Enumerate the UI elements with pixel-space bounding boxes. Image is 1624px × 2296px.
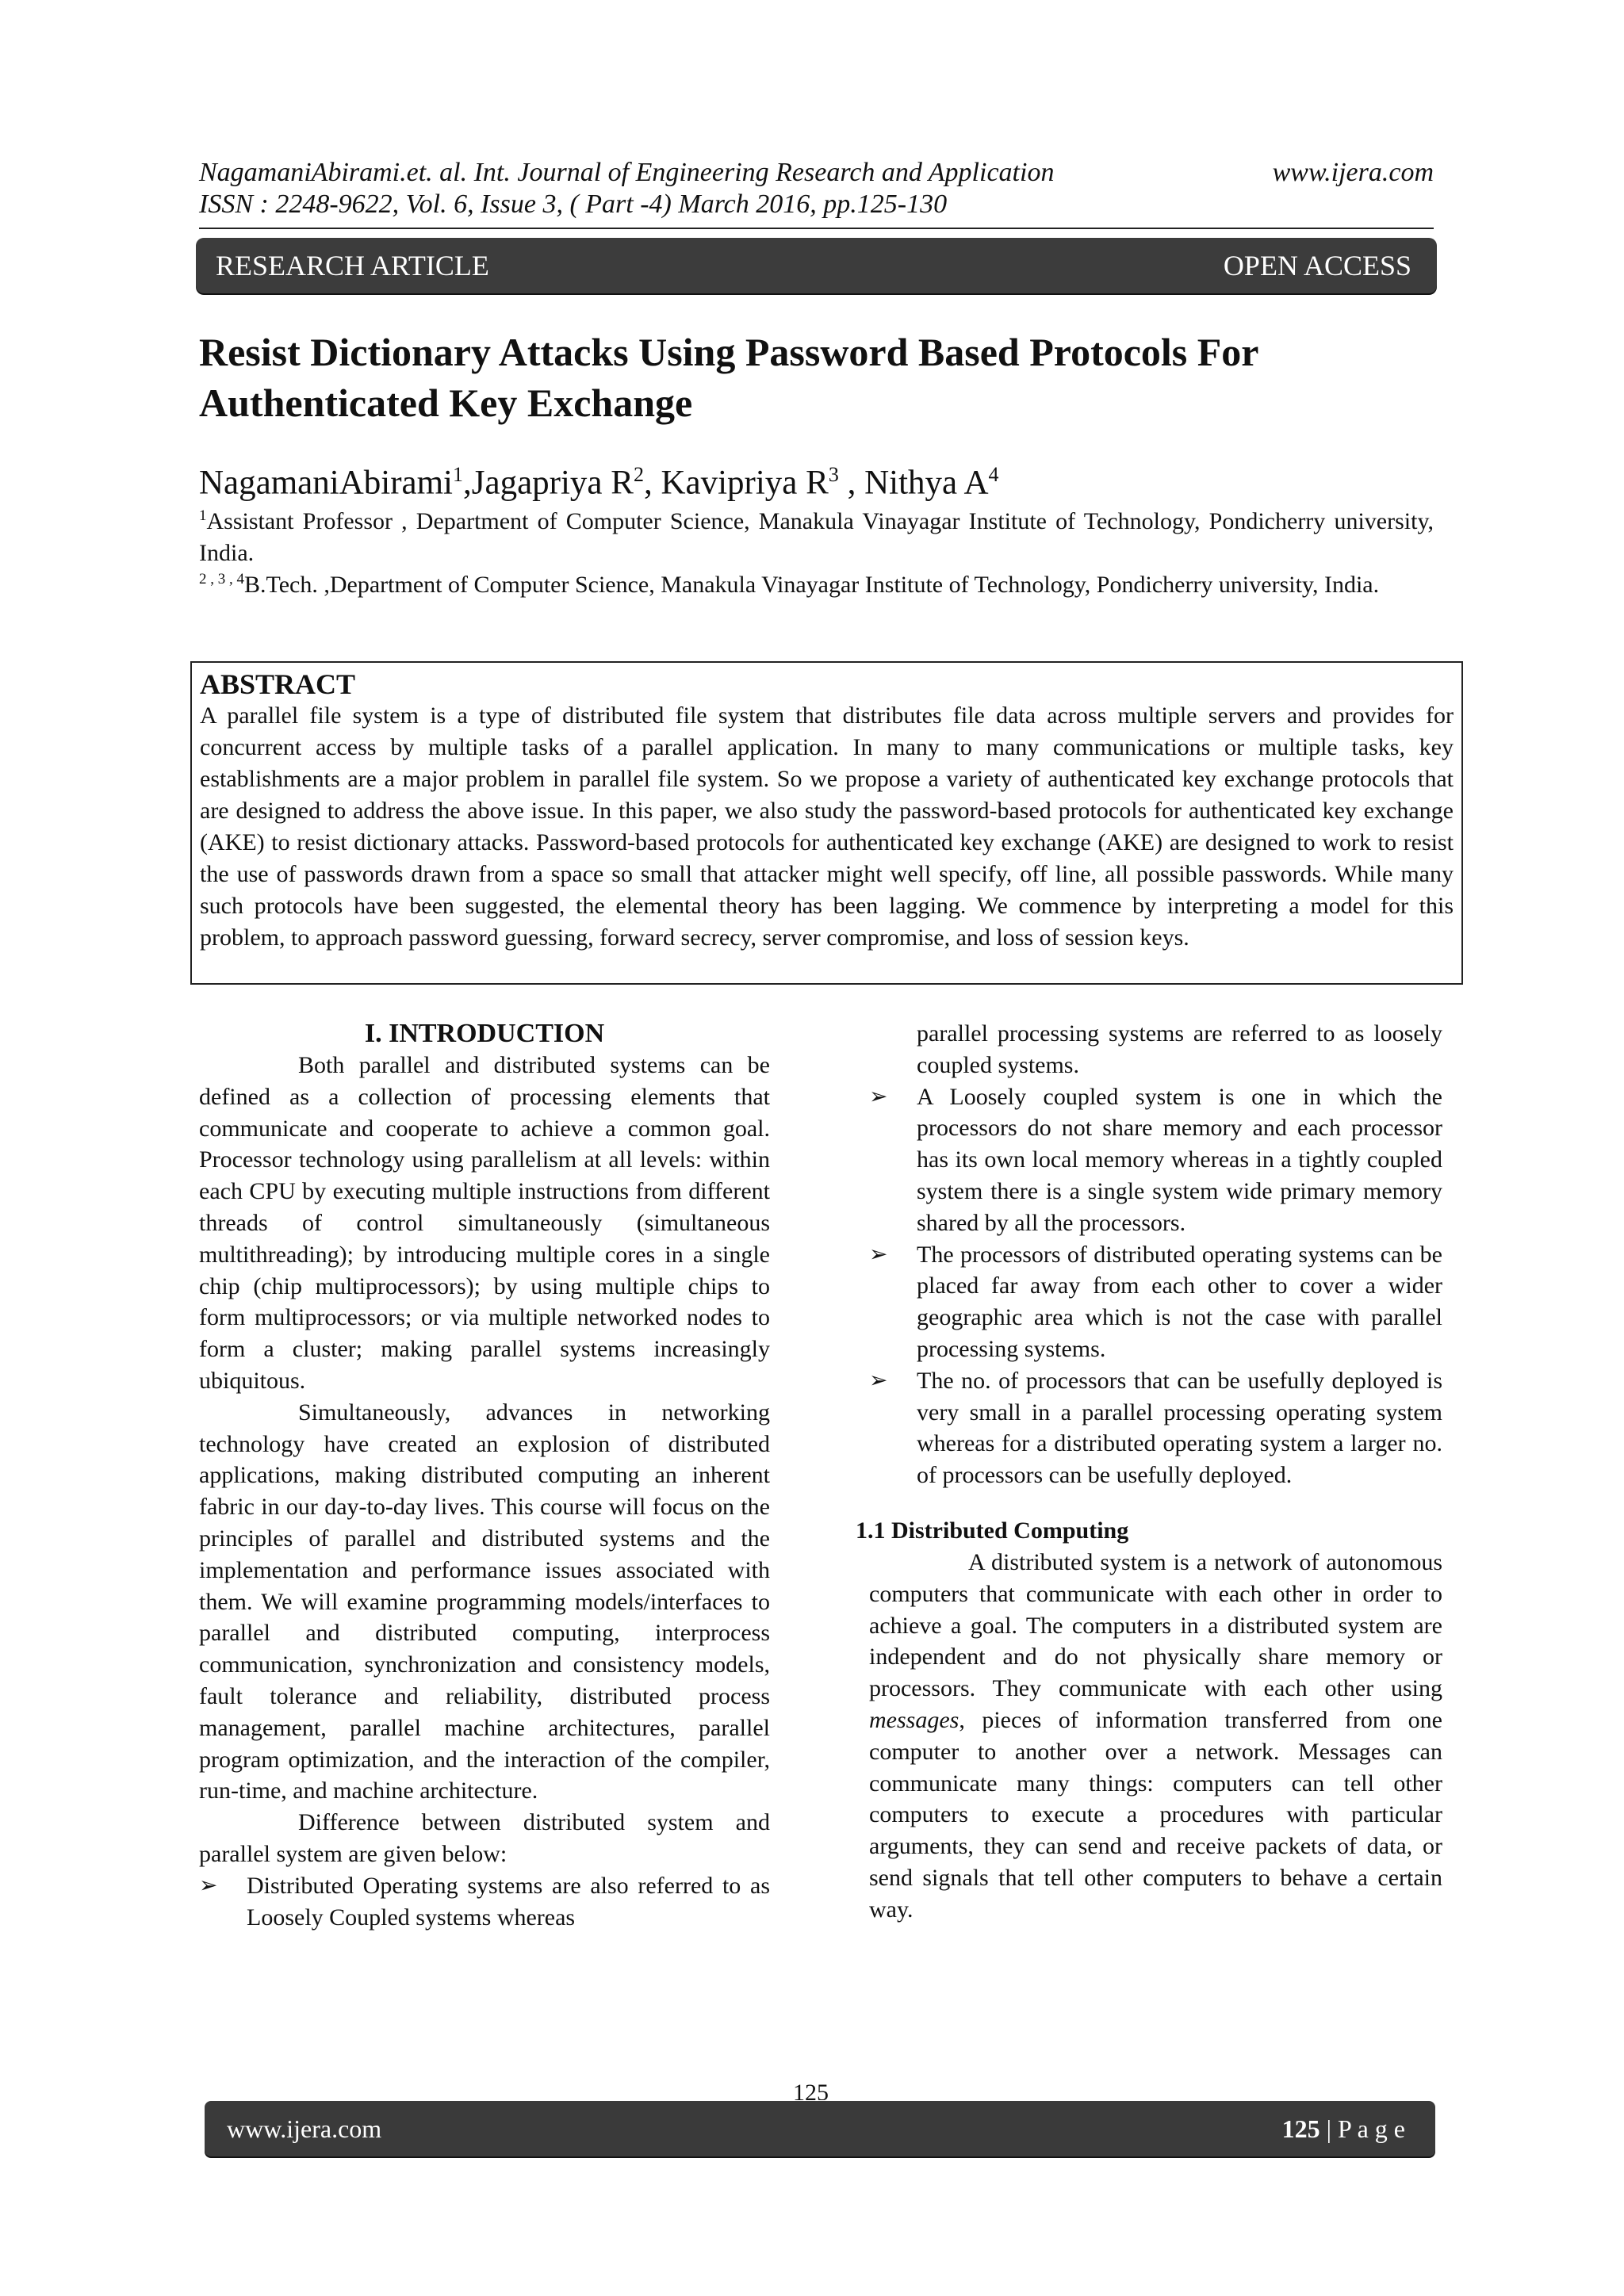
author-name: ,Jagapriya R bbox=[463, 464, 634, 502]
difference-list bbox=[199, 1870, 770, 1934]
intro-paragraph-2: Simultaneously, advances in networking technology have created an explosion of distributed applications, making distributed computing an inherent fabric in our day-to-day lives. This course will focus on the principles of parallel and distributed systems and the implementation and performance issues associated with them. We will examine programming models/interfaces to parallel and distributed computing, interprocess communication, synchronization and consistency models, fault tolerance and reliability, distributed process management, parallel machine architectures, parallel program optimization, and the interaction of the compiler, run-time, and machine architecture. bbox=[199, 1399, 770, 1804]
affiliation-text: Assistant Professor , Department of Computer Science, Manakula Vinayagar Institute of Technology, Pondicherry university, India. bbox=[199, 508, 1434, 566]
author-name: , Nithya A bbox=[838, 464, 989, 502]
dc-text-before: A distributed system is a network of autonomous computers that communicate with each other in order to achieve a goal. The computers in a distributed system are independent and do not physically share memory or processors. They communicate with each other using bbox=[869, 1548, 1442, 1702]
research-article-label: RESEARCH ARTICLE bbox=[216, 250, 489, 281]
open-access-label: OPEN ACCESS bbox=[1223, 250, 1411, 281]
abstract-box bbox=[190, 661, 1463, 985]
bullet-text: The processors of distributed operating systems can be placed far away from each other to cover a wider geographic area which is not the case with parallel processing systems. bbox=[917, 1241, 1442, 1362]
author-sup: 1 bbox=[453, 463, 464, 486]
article-type-banner bbox=[196, 238, 1437, 293]
intro-paragraph-3: Difference between distributed system and parallel system are given below: bbox=[199, 1809, 770, 1867]
list-item bbox=[869, 1239, 1442, 1365]
author-list bbox=[199, 454, 999, 503]
left-column bbox=[199, 1018, 770, 1933]
arrow-bullet-icon: ➢ bbox=[869, 1084, 888, 1109]
footer-website-link[interactable]: www.ijera.com bbox=[227, 2114, 382, 2143]
author-name: , Kavipriya R bbox=[643, 464, 829, 502]
footer-bar bbox=[205, 2101, 1435, 2156]
arrow-bullet-icon: ➢ bbox=[869, 1368, 888, 1393]
bullet-text: The no. of processors that can be usefully deployed is very small in a parallel processing operating system whereas for a distributed operating system a larger no. of processors can be usefully deployed. bbox=[917, 1367, 1442, 1489]
page-label: | P a g e bbox=[1320, 2114, 1405, 2143]
author-name: NagamaniAbirami bbox=[199, 464, 454, 502]
affiliation-sup: 1 bbox=[199, 507, 207, 524]
page-number: 125 bbox=[1281, 2114, 1320, 2143]
introduction-heading: I. INTRODUCTION bbox=[364, 1019, 605, 1048]
list-item bbox=[869, 1365, 1442, 1491]
distributed-computing-paragraph bbox=[868, 1547, 1442, 1926]
intro-paragraph-1: Both parallel and distributed systems can be defined as a collection of processing elements that communicate and cooperate to achieve a common goal. Processor technology using parallelism at all levels: within each CPU by executing multiple instructions from different threads of control simultaneously (simultaneous multithreading); by introducing multiple cores in a single chip (chip multiprocessors); by using multiple chips to form multiprocessors; or via multiple networked nodes to form a cluster; making parallel systems increasingly ubiquitous. bbox=[199, 1052, 770, 1394]
header-website-link[interactable]: www.ijera.com bbox=[1272, 158, 1434, 187]
author-sup: 2 bbox=[633, 463, 644, 486]
right-column bbox=[856, 1018, 1442, 1926]
journal-citation-line2: ISSN : 2248-9622, Vol. 6, Issue 3, ( Part -4) March 2016, pp.125-130 bbox=[199, 189, 948, 219]
list-item bbox=[869, 1081, 1442, 1239]
header-rule bbox=[199, 228, 1434, 229]
distributed-computing-heading: 1.1 Distributed Computing bbox=[856, 1517, 1129, 1544]
abstract-text: A parallel file system is a type of distributed file system that distributes file data across multiple servers and provides for concurrent access by multiple tasks of a parallel application. In many to many communications or multiple tasks, key establishments are a major problem in parallel file system. So we propose a variety of authenticated key exchange protocols that are designed to address the above issue. In this paper, we also study the password-based protocols for authenticated key exchange (AKE) to resist dictionary attacks. Password-based protocols for authenticated key exchange (AKE) are designed to work to resist the use of passwords drawn from a space so small that attacker might well specify, off line, all possible passwords. While many such protocols have been suggested, the elemental theory has been lagging. We commence by interpreting a model for this problem, to approach password guessing, forward secrecy, server compromise, and loss of session keys. bbox=[200, 702, 1454, 951]
abstract-heading: ABSTRACT bbox=[200, 668, 356, 700]
affiliation-sup: 2 , 3 , 4 bbox=[199, 571, 244, 587]
dc-text-after: , pieces of information transferred from one computer to another over a network. Messages can communicate many things: computers can tell other computers to execute a procedures with particular arguments, they can send and receive packets of data, or send signals that tell other computers to behave a certain way. bbox=[869, 1706, 1442, 1923]
author-sup: 3 bbox=[828, 463, 839, 486]
arrow-bullet-icon: ➢ bbox=[199, 1873, 218, 1898]
author-sup: 4 bbox=[988, 463, 999, 486]
page-number-top: 125 bbox=[793, 2081, 829, 2100]
journal-citation-line1: NagamaniAbirami.et. al. Int. Journal of Engineering Research and Application bbox=[199, 158, 1055, 187]
affiliation-text: B.Tech. ,Department of Computer Science, Manakula Vinayagar Institute of Technology, Pondicherry university, India. bbox=[244, 572, 1380, 598]
bullet-text: Distributed Operating systems are also referred to as Loosely Coupled systems whereas bbox=[247, 1872, 770, 1931]
dc-text-messages: messages bbox=[869, 1706, 959, 1733]
arrow-bullet-icon: ➢ bbox=[869, 1242, 888, 1267]
affiliation-2 bbox=[199, 564, 1434, 601]
bullet-continuation: parallel processing systems are referred to as loosely coupled systems. bbox=[917, 1020, 1442, 1078]
affiliation-1 bbox=[199, 500, 1434, 569]
list-item bbox=[199, 1870, 770, 1934]
paper-title: Resist Dictionary Attacks Using Password Based Protocols For Authenticated Key Exchange bbox=[199, 330, 1258, 425]
page-indicator bbox=[1282, 2101, 1405, 2156]
bullet-text: A Loosely coupled system is one in which the processors do not share memory and each processor has its own local memory whereas in a tightly coupled system there is a single system wide primary memory shared by all the processors. bbox=[917, 1083, 1442, 1236]
difference-list-continued bbox=[868, 1081, 1442, 1491]
